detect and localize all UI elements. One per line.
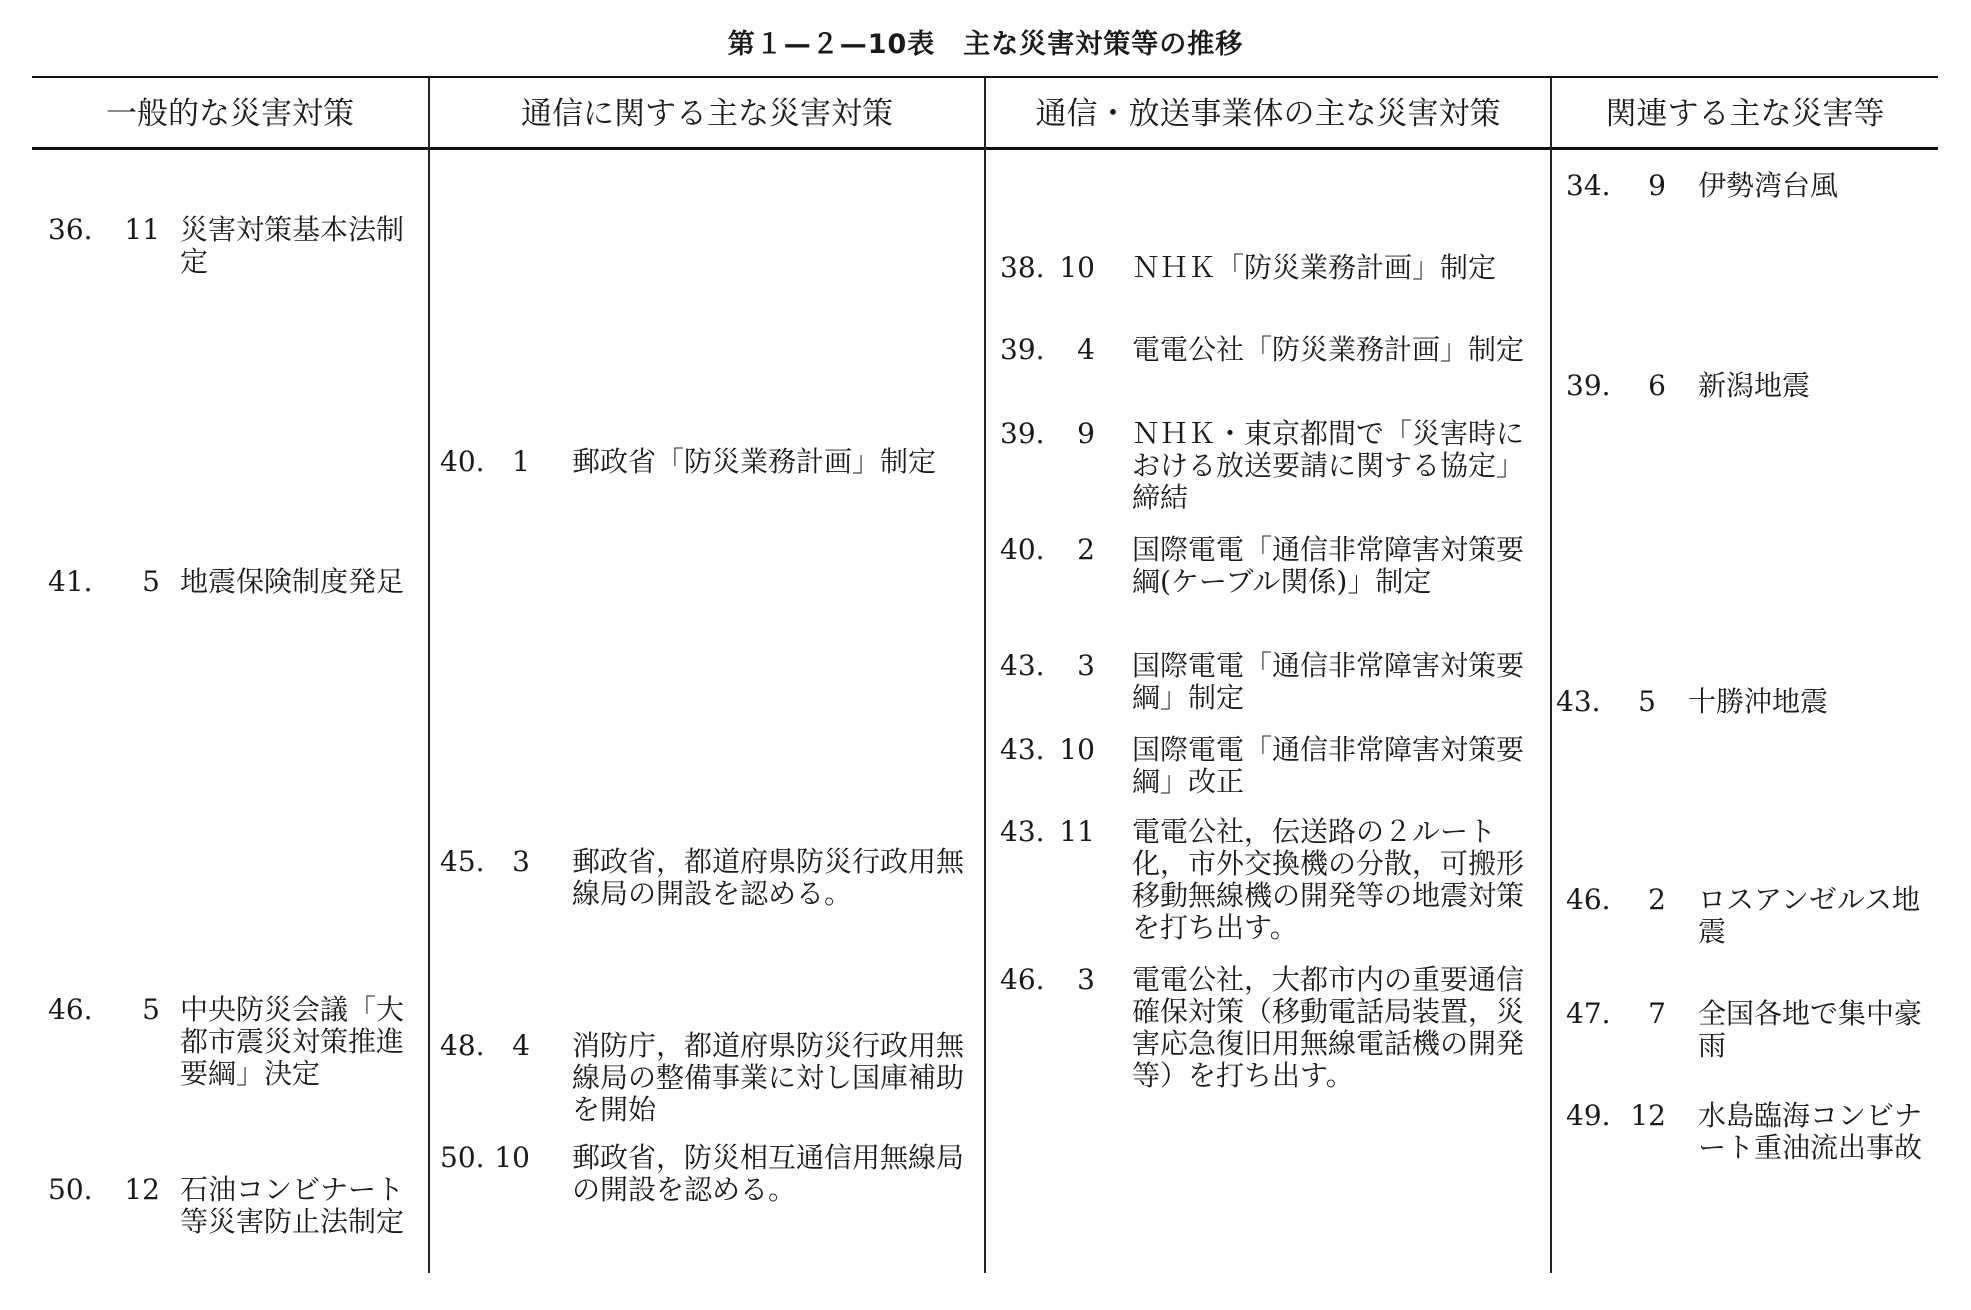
header-broadcaster-measures: 通信・放送事業体の主な災害対策 bbox=[1035, 96, 1501, 132]
entry-month: 10 bbox=[494, 1141, 530, 1174]
entry-text: 全国各地で集中豪雨 bbox=[1698, 997, 1923, 1062]
entry-text: 十勝沖地震 bbox=[1688, 685, 1829, 718]
entry-text: 電電公社，伝送路の２ルート化，市外交換機の分散，可搬形移動無線機の開発等の地震対策を打ち出す。 bbox=[1132, 815, 1525, 944]
entry-text: ロスアンゼルス地震 bbox=[1698, 883, 1921, 948]
entry-year: 43. bbox=[1000, 733, 1045, 766]
column-divider-3 bbox=[1550, 78, 1552, 1273]
entry-month: 1 bbox=[512, 445, 530, 478]
entry-year: 46. bbox=[48, 993, 93, 1026]
entry-month: 4 bbox=[512, 1029, 530, 1062]
entry-month: 5 bbox=[142, 993, 160, 1026]
entry-text: 中央防災会議「大都市震災対策推進要綱」決定 bbox=[180, 993, 405, 1090]
table-title: 第１—２—10表 主な災害対策等の推移 bbox=[727, 29, 1244, 60]
header-general-measures: 一般的な災害対策 bbox=[106, 96, 354, 132]
entry-year: 48. bbox=[440, 1029, 485, 1062]
entry-year: 40. bbox=[1000, 533, 1045, 566]
entry-year: 43. bbox=[1000, 815, 1045, 848]
entry-year: 41. bbox=[48, 565, 93, 598]
entry-year: 40. bbox=[440, 445, 485, 478]
entry-text: 国際電電「通信非常障害対策要綱」改正 bbox=[1132, 733, 1525, 798]
entry-year: 43. bbox=[1000, 649, 1045, 682]
entry-year: 47. bbox=[1566, 997, 1611, 1030]
entry-month: 4 bbox=[1077, 333, 1095, 366]
entry-text: 電電公社「防災業務計画」制定 bbox=[1132, 333, 1525, 366]
entry-month: 9 bbox=[1648, 169, 1666, 202]
entry-year: 39. bbox=[1000, 417, 1045, 450]
entry-month: 11 bbox=[124, 213, 160, 246]
entry-text: 国際電電「通信非常障害対策要綱」制定 bbox=[1132, 649, 1525, 714]
entry-text: 石油コンビナート等災害防止法制定 bbox=[180, 1173, 405, 1238]
entry-text: 消防庁，都道府県防災行政用無線局の整備事業に対し国庫補助を開始 bbox=[572, 1029, 965, 1126]
entry-text: 災害対策基本法制定 bbox=[180, 213, 405, 278]
entry-month: 12 bbox=[124, 1173, 160, 1206]
entry-year: 36. bbox=[48, 213, 93, 246]
entry-year: 39. bbox=[1000, 333, 1045, 366]
entry-text: 水島臨海コンビナート重油流出事故 bbox=[1698, 1099, 1923, 1164]
entry-month: 5 bbox=[142, 565, 160, 598]
entry-month: 7 bbox=[1648, 997, 1666, 1030]
entry-year: 50. bbox=[48, 1173, 93, 1206]
entry-month: 10 bbox=[1059, 733, 1095, 766]
column-divider-2 bbox=[984, 78, 986, 1273]
entry-text: 地震保険制度発足 bbox=[180, 565, 405, 598]
entry-text: 郵政省，防災相互通信用無線局の開設を認める。 bbox=[572, 1141, 965, 1206]
entry-year: 46. bbox=[1566, 883, 1611, 916]
header-related-disasters: 関連する主な災害等 bbox=[1605, 96, 1885, 132]
entry-text: 郵政省，都道府県防災行政用無線局の開設を認める。 bbox=[572, 845, 965, 910]
entry-year: 45. bbox=[440, 845, 485, 878]
header-communication-measures: 通信に関する主な災害対策 bbox=[521, 96, 893, 132]
entry-year: 50. bbox=[440, 1141, 485, 1174]
entry-month: 2 bbox=[1648, 883, 1666, 916]
entry-month: 10 bbox=[1059, 251, 1095, 284]
entry-month: 3 bbox=[1077, 649, 1095, 682]
entry-month: 9 bbox=[1077, 417, 1095, 450]
entry-year: 43. bbox=[1556, 685, 1601, 718]
entry-year: 49. bbox=[1566, 1099, 1611, 1132]
entry-text: 電電公社，大都市内の重要通信確保対策（移動電話局装置，災害応急復旧用無線電話機の開発等）を打ち出す。 bbox=[1132, 963, 1525, 1092]
entry-text: 国際電電「通信非常障害対策要綱(ケーブル関係)」制定 bbox=[1132, 533, 1525, 598]
entry-year: 46. bbox=[1000, 963, 1045, 996]
entry-text: 郵政省「防災業務計画」制定 bbox=[572, 445, 937, 478]
entry-text: 新潟地震 bbox=[1698, 369, 1811, 402]
entry-month: 3 bbox=[1077, 963, 1095, 996]
entry-month: 12 bbox=[1630, 1099, 1666, 1132]
entry-month: 6 bbox=[1648, 369, 1666, 402]
entry-year: 38. bbox=[1000, 251, 1045, 284]
entry-month: 2 bbox=[1077, 533, 1095, 566]
entry-month: 5 bbox=[1638, 685, 1656, 718]
entry-month: 3 bbox=[512, 845, 530, 878]
entry-text: ＮＨＫ・東京都間で「災害時における放送要請に関する協定」締結 bbox=[1132, 417, 1525, 514]
entry-month: 11 bbox=[1059, 815, 1095, 848]
entry-year: 34. bbox=[1566, 169, 1611, 202]
entry-text: 伊勢湾台風 bbox=[1698, 169, 1839, 202]
entry-year: 39. bbox=[1566, 369, 1611, 402]
entry-text: ＮＨＫ「防災業務計画」制定 bbox=[1132, 251, 1497, 284]
column-divider-1 bbox=[428, 78, 430, 1273]
